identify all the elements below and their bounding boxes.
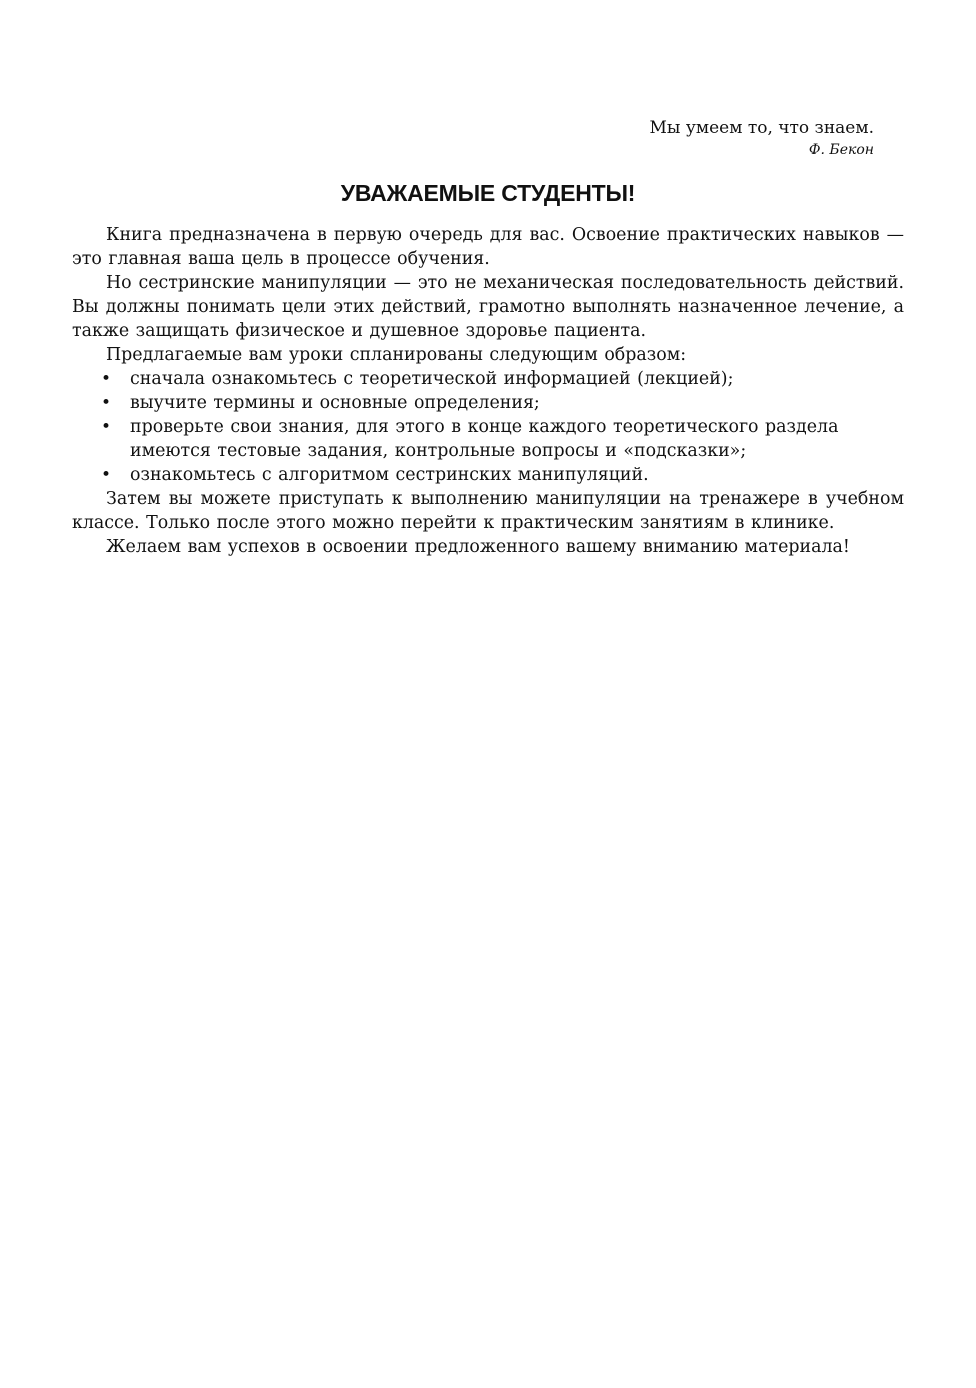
epigraph-quote: Мы умеем то, что знаем.: [649, 118, 874, 138]
lessons-plan-paragraph: Предлагаемые вам уроки спланированы следующим образом:: [106, 345, 687, 365]
list-item-text: ознакомьтесь с алгоритмом сестринских манипуляций.: [130, 465, 649, 485]
bullet-icon: •: [101, 393, 112, 413]
list-item: [72, 367, 904, 391]
intro-paragraph: Книга предназначена в первую очередь для вас. Освоение практических навыков — это главная ваша цель в процессе обучения.: [72, 225, 904, 269]
bullet-icon: •: [101, 369, 112, 389]
page-title: УВАЖАЕМЫЕ СТУДЕНТЫ!: [340, 180, 636, 206]
list-item-text: проверьте свои знания, для этого в конце каждого теоретического раздела имеются тестовые задания, контрольные вопросы и «подсказки»;: [130, 417, 839, 461]
list-item-text: сначала ознакомьтесь с теоретической информацией (лекцией);: [130, 369, 734, 389]
bullet-icon: •: [101, 417, 112, 437]
list-item: [72, 463, 904, 487]
closing-paragraph: Желаем вам успехов в освоении предложенного вашему вниманию материала!: [106, 537, 850, 557]
document-page: [72, 116, 904, 559]
bullet-icon: •: [101, 465, 112, 485]
list-item: [72, 415, 904, 463]
lesson-steps-list: [72, 367, 904, 487]
epigraph: [72, 116, 874, 160]
list-item-text: выучите термины и основные определения;: [130, 393, 540, 413]
epigraph-author: Ф. Бекон: [808, 142, 874, 158]
list-item: [72, 391, 904, 415]
manipulations-paragraph: Но сестринские манипуляции — это не механическая последовательность действий. Вы должны понимать цели этих действий, грамотно выполнять назначенное лечение, а также защищать физическое и душевное здоровье пациента.: [72, 273, 904, 341]
practice-paragraph: Затем вы можете приступать к выполнению манипуляции на тренажере в учебном классе. Только после этого можно перейти к практическим занятиям в клинике.: [72, 489, 904, 533]
